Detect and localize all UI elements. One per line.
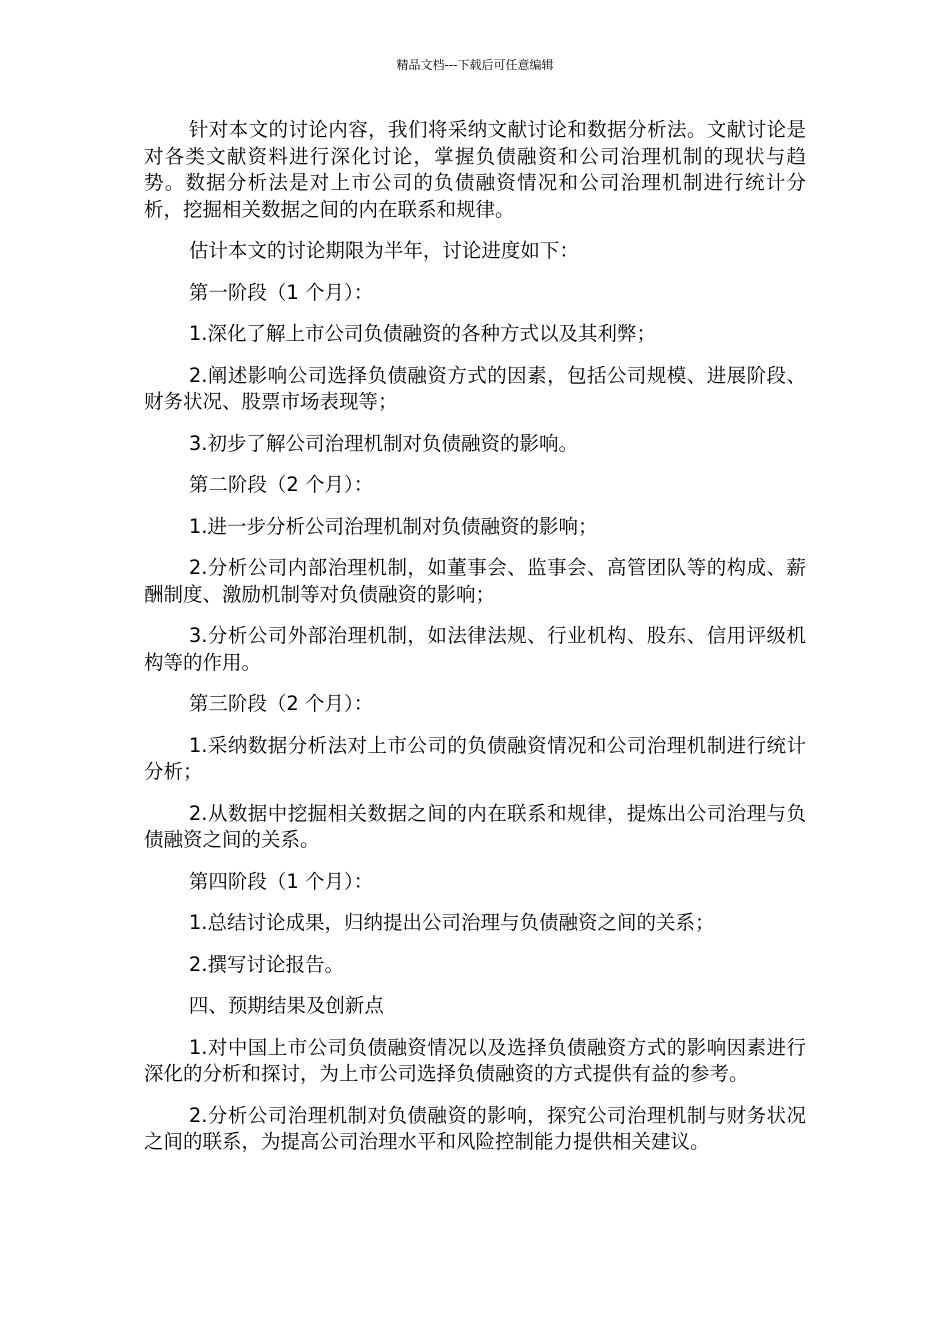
stage-one-heading: 第一阶段（1 个月）：	[188, 280, 374, 304]
section-four-heading: 四、预期结果及创新点	[188, 994, 384, 1017]
stage-one-item-2: 2.阐述影响公司选择负债融资方式的因素，包括公司规模、进展阶段、财务状况、股票市场表现等；	[144, 363, 806, 413]
stage-four-item-1: 1.总结讨论成果，归纳提出公司治理与负债融资之间的关系；	[188, 911, 715, 934]
stage-three-item-1: 1.采纳数据分析法对上市公司的负债融资情况和公司治理机制进行统计分析；	[144, 733, 806, 783]
stage-four-item-2: 2.撰写讨论报告。	[188, 952, 344, 976]
stage-four-heading: 第四阶段（1 个月）：	[188, 869, 374, 893]
stage-two-heading: 第二阶段（2 个月）：	[188, 473, 374, 496]
document-body	[144, 117, 806, 1171]
stage-two-item-2: 2.分析公司内部治理机制，如董事会、监事会、高管团队等的构成、薪酬制度、激励机制等对负债融资的影响；	[144, 556, 806, 606]
stage-two-item-1: 1.进一步分析公司治理机制对负债融资的影响；	[188, 514, 598, 538]
paragraph-methods: 针对本文的讨论内容，我们将采纳文献讨论和数据分析法。文献讨论是对各类文献资料进行深化讨论，掌握负债融资和公司治理机制的现状与趋势。数据分析法是对上市公司的负债融资情况和公司治理机制进行统计分析，挖掘相关数据之间的内在联系和规律。	[144, 118, 806, 221]
paragraph-schedule-intro: 估计本文的讨论期限为半年，讨论进度如下：	[188, 239, 579, 262]
stage-one-item-3: 3.初步了解公司治理机制对负债融资的影响。	[188, 431, 578, 455]
expected-result-2: 2.分析公司治理机制对负债融资的影响，探究公司治理机制与财务状况之间的联系，为提高公司治理水平和风险控制能力提供相关建议。	[144, 1103, 806, 1153]
stage-one-item-1: 1.深化了解上市公司负债融资的各种方式以及其利弊；	[188, 322, 656, 345]
stage-three-item-2: 2.从数据中挖掘相关数据之间的内在联系和规律，提炼出公司治理与负债融资之间的关系。	[144, 801, 806, 851]
page-header: 精品文档---下载后可任意编辑	[396, 58, 554, 72]
expected-result-1: 1.对中国上市公司负债融资情况以及选择负债融资方式的影响因素进行深化的分析和探讨，为上市公司选择负债融资的方式提供有益的参考。	[144, 1035, 806, 1085]
stage-three-heading: 第三阶段（2 个月）：	[188, 692, 374, 715]
stage-two-item-3: 3.分析公司外部治理机制，如法律法规、行业机构、股东、信用评级机构等的作用。	[144, 624, 806, 674]
